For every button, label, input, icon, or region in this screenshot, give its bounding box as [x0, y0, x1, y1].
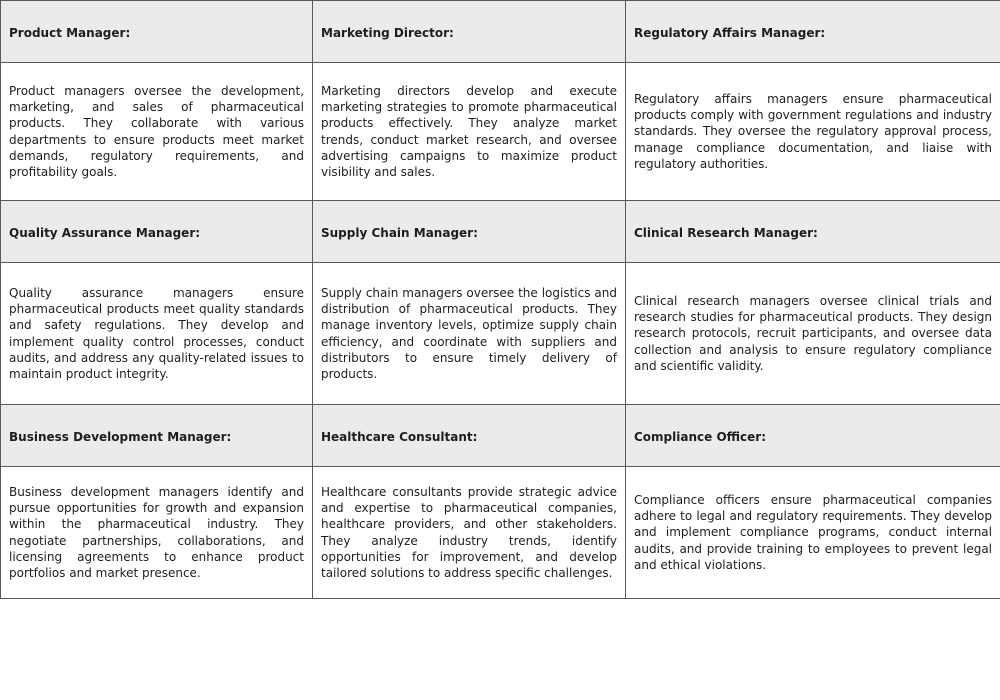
role-title-cell [626, 405, 1000, 467]
role-description: Business development managers identify and pursue opportunities for growth and expansion within the pharmaceutical industry. They negotiate partnerships, collaborations, and licensing agreements to enhance product portfolios and market presence. [9, 484, 304, 581]
role-title-cell [313, 405, 626, 467]
role-title: Regulatory Affairs Manager: [634, 26, 826, 40]
role-description: Healthcare consultants provide strategic advice and expertise to pharmaceutical companies, healthcare providers, and other stakeholders. They analyze industry trends, identify opportunities for improvement, and develop tailored solutions to address specific challenges. [321, 484, 617, 581]
role-title-cell [626, 201, 1000, 263]
role-title: Supply Chain Manager: [321, 226, 478, 240]
table-row-descriptions [1, 263, 1000, 405]
role-description-cell [313, 63, 626, 201]
role-description-cell [626, 63, 1000, 201]
role-title-cell [313, 1, 626, 63]
role-title: Compliance Officer: [634, 430, 766, 444]
role-description-cell [313, 263, 626, 405]
role-description: Compliance officers ensure pharmaceutical companies adhere to legal and regulatory requirements. They develop and implement compliance programs, conduct internal audits, and provide training to employees to prevent legal and ethical violations. [634, 492, 992, 572]
role-description: Marketing directors develop and execute marketing strategies to promote pharmaceutical products effectively. They analyze market trends, conduct market research, and oversee advertising campaigns to maximize product visibility and sales. [321, 83, 617, 180]
role-description: Clinical research managers oversee clinical trials and research studies for pharmaceutical products. They design research protocols, recruit participants, and oversee data collection and analysis to ensure regulatory compliance and scientific validity. [634, 293, 992, 373]
role-description-cell [626, 263, 1000, 405]
role-description: Product managers oversee the development, marketing, and sales of pharmaceutical products. They collaborate with various departments to ensure products meet market demands, regulatory requirements, and profitability goals. [9, 83, 304, 180]
role-description-cell [1, 63, 313, 201]
role-description: Supply chain managers oversee the logistics and distribution of pharmaceutical products. They manage inventory levels, optimize supply chain efficiency, and coordinate with suppliers and distributors to ensure timely delivery of products. [321, 285, 617, 382]
table-row-descriptions [1, 467, 1000, 599]
role-title-cell [1, 1, 313, 63]
role-title: Marketing Director: [321, 26, 454, 40]
role-description-cell [626, 467, 1000, 599]
role-description-cell [1, 467, 313, 599]
role-title: Business Development Manager: [9, 430, 232, 444]
table-row-titles [1, 201, 1000, 263]
role-title: Clinical Research Manager: [634, 226, 818, 240]
table-row-titles [1, 1, 1000, 63]
role-title-cell [626, 1, 1000, 63]
table-row-descriptions [1, 63, 1000, 201]
role-title: Product Manager: [9, 26, 131, 40]
role-description: Quality assurance managers ensure pharmaceutical products meet quality standards and safety regulations. They develop and implement quality control processes, conduct audits, and address any quality-related issues to maintain product integrity. [9, 285, 304, 382]
role-title-cell [1, 405, 313, 467]
table-row-titles [1, 405, 1000, 467]
role-title-cell [313, 201, 626, 263]
role-title: Quality Assurance Manager: [9, 226, 201, 240]
role-description-cell [1, 263, 313, 405]
role-description: Regulatory affairs managers ensure pharmaceutical products comply with government regulations and industry standards. They oversee the regulatory approval process, manage compliance documentation, and liaise with regulatory authorities. [634, 91, 992, 171]
role-title-cell [1, 201, 313, 263]
role-description-cell [313, 467, 626, 599]
role-title: Healthcare Consultant: [321, 430, 478, 444]
